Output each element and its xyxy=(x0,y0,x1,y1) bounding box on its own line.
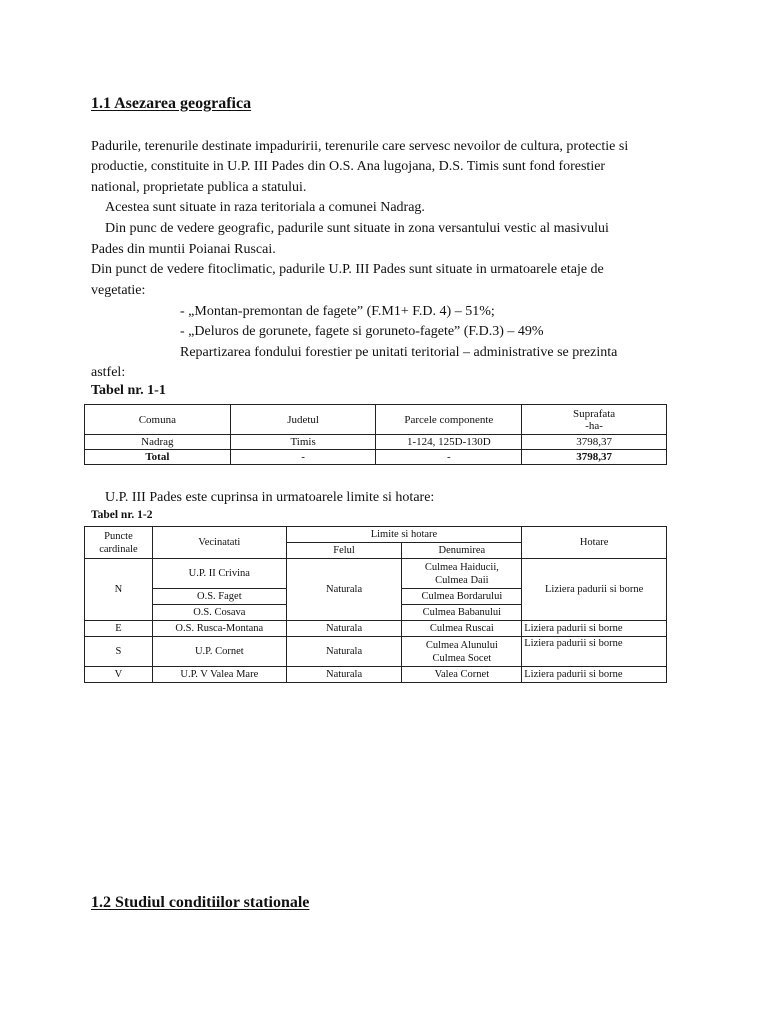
table-cell: Timis xyxy=(230,435,376,450)
paragraph-line: U.P. III Pades este cuprinsa in urmatoarele limite si hotare: xyxy=(105,490,435,505)
table-caption: Tabel nr. 1-1 xyxy=(91,383,166,398)
table-cell: E xyxy=(85,621,153,637)
table-cell: U.P. Cornet xyxy=(152,637,286,667)
section-heading-1-2: 1.2 Studiul conditiilor stationale xyxy=(91,894,310,911)
header-cell: Parcele componente xyxy=(376,405,522,435)
table-cell: Naturala xyxy=(286,559,402,621)
table-header-row xyxy=(85,405,667,435)
table-cell: N xyxy=(85,559,153,621)
table-cell: Naturala xyxy=(286,637,402,667)
table-cell xyxy=(402,637,522,667)
header-cell xyxy=(522,405,667,435)
table-row xyxy=(85,637,667,667)
header-cell: Comuna xyxy=(85,405,231,435)
table-header-row xyxy=(85,527,667,543)
header-line: Puncte xyxy=(104,530,133,542)
table-row xyxy=(85,621,667,637)
table-cell: O.S. Rusca-Montana xyxy=(152,621,286,637)
header-line: Suprafata xyxy=(573,407,616,420)
paragraph-line: Din punc de vedere geografic, padurile sunt situate in zona versantului vestic al masivului xyxy=(105,221,609,236)
list-item: - „Deluros de gorunete, fagete si goruneto-fagete” (F.D.3) – 49% xyxy=(180,324,544,339)
paragraph-line: Repartizarea fondului forestier pe unitati teritorial – administrative se prezinta xyxy=(180,345,618,360)
table-cell: Liziera padurii si borne xyxy=(522,667,667,683)
header-cell: Denumirea xyxy=(402,543,522,559)
table-row xyxy=(85,435,667,450)
table-row xyxy=(85,559,667,589)
paragraph-line: Din punct de vedere fitoclimatic, padurile U.P. III Pades sunt situate in urmatoarele etaje de xyxy=(91,262,604,277)
table-cell: Naturala xyxy=(286,621,402,637)
paragraph-line: astfel: xyxy=(91,365,126,380)
paragraph-line: Acestea sunt situate in raza teritoriala a comunei Nadrag. xyxy=(105,200,425,215)
paragraph-line: Pades din muntii Poianai Ruscai. xyxy=(91,242,276,257)
table-cell xyxy=(402,559,522,589)
table-caption: Tabel nr. 1-2 xyxy=(91,509,153,521)
cell-line: Culmea Socet xyxy=(432,652,492,664)
header-cell: Felul xyxy=(286,543,402,559)
table-total-row xyxy=(85,450,667,465)
header-cell: Vecinatati xyxy=(152,527,286,559)
table-cell: 1-124, 125D-130D xyxy=(376,435,522,450)
cell-line: Culmea Alunului xyxy=(425,639,498,651)
table-cell: Culmea Ruscai xyxy=(402,621,522,637)
table-cell: U.P. V Valea Mare xyxy=(152,667,286,683)
header-cell: Judetul xyxy=(230,405,376,435)
table-cell: 3798,37 xyxy=(522,450,667,465)
table-cell: Total xyxy=(85,450,231,465)
cell-line: Culmea Haiducii, xyxy=(424,561,499,573)
section-heading-1-1: 1.1 Asezarea geografica xyxy=(91,95,252,112)
table-cell: U.P. II Crivina xyxy=(152,559,286,589)
table-cell: O.S. Cosava xyxy=(152,605,286,621)
header-line: -ha- xyxy=(585,419,603,432)
paragraph-line: vegetatie: xyxy=(91,283,146,298)
header-line: cardinale xyxy=(99,543,138,555)
table-row xyxy=(85,667,667,683)
table-cell: Valea Cornet xyxy=(402,667,522,683)
table-cell: Culmea Bordarului xyxy=(402,589,522,605)
list-item: - „Montan-premontan de fagete” (F.M1+ F.D. 4) – 51%; xyxy=(180,304,495,319)
header-cell xyxy=(85,527,153,559)
table-cell: Liziera padurii si borne xyxy=(522,621,667,637)
paragraph-line: Padurile, terenurile destinate impaduririi, terenurile care servesc nevoilor de cultura, protectie si xyxy=(91,139,629,154)
table-cell: Naturala xyxy=(286,667,402,683)
table-cell: - xyxy=(230,450,376,465)
table-cell: S xyxy=(85,637,153,667)
table-cell: Liziera padurii si borne xyxy=(522,559,667,621)
table-1-1 xyxy=(84,404,667,465)
paragraph-line: national, proprietate publica a statului. xyxy=(91,180,307,195)
table-cell: Nadrag xyxy=(85,435,231,450)
table-cell: V xyxy=(85,667,153,683)
header-cell: Limite si hotare xyxy=(286,527,522,543)
table-cell: 3798,37 xyxy=(522,435,667,450)
paragraph-line: productie, constituite in U.P. III Pades din O.S. Ana lugojana, D.S. Timis sunt fond forestier xyxy=(91,159,606,174)
cell-line: Culmea Daii xyxy=(435,574,489,586)
table-1-2 xyxy=(84,526,667,683)
header-cell: Hotare xyxy=(522,527,667,559)
table-cell: Liziera padurii si borne xyxy=(522,637,667,667)
table-cell: Culmea Babanului xyxy=(402,605,522,621)
table-cell: O.S. Faget xyxy=(152,589,286,605)
table-cell: - xyxy=(376,450,522,465)
